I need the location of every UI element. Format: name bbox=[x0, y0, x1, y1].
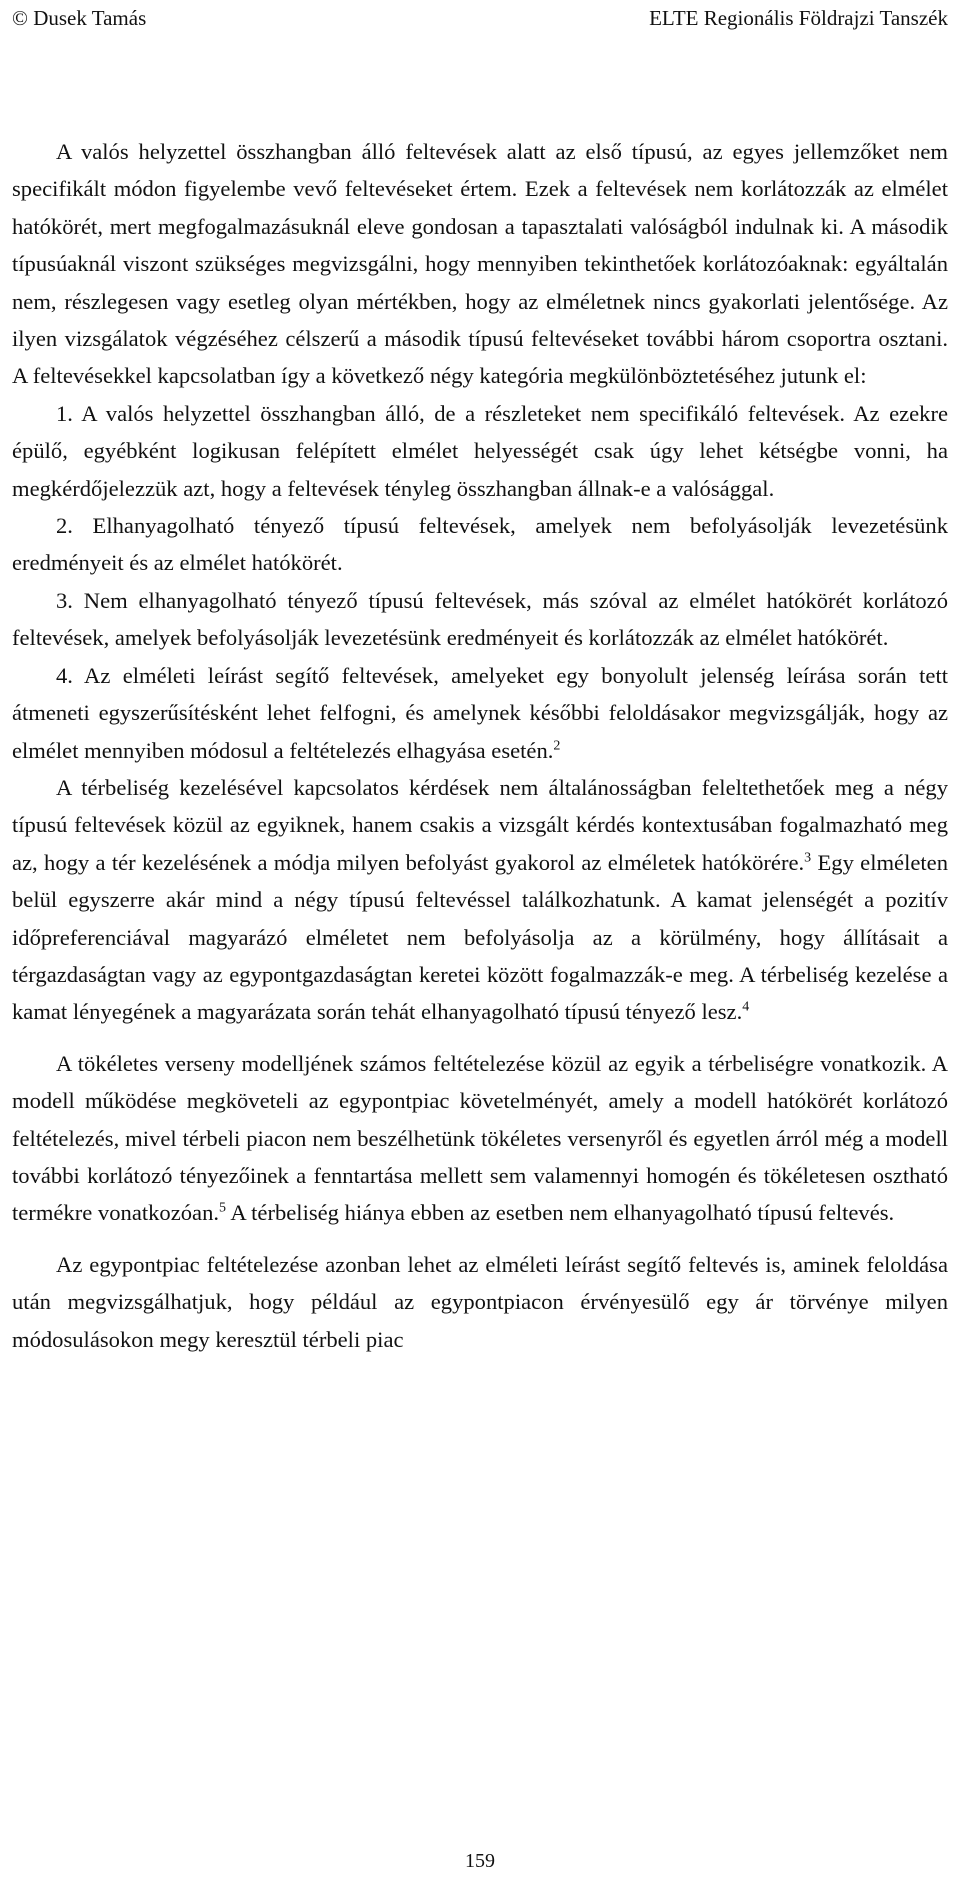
paragraph-single-point-market bbox=[12, 1246, 948, 1358]
list-item-1 bbox=[12, 395, 948, 507]
paragraph-spatiality bbox=[12, 769, 948, 1031]
paragraph-text: 4. Az elméleti leírást segítő feltevések, amelyeket egy bonyolult jelenség leírása során tett átmeneti egyszerűsítésként lehet felfogni, és amelynek későbbi feloldásakor megvizsgálják, hogy az elmélet mennyiben módosul a feltételezés elhagyása esetén. bbox=[12, 662, 948, 763]
list-item-2 bbox=[12, 507, 948, 582]
paragraph-text: 3. Nem elhanyagolható tényező típusú feltevések, más szóval az elmélet hatókörét korlátozó feltevések, amelyek befolyásolják levezetésünk eredményeit és korlátozzák az elmélet hatókörét. bbox=[12, 587, 948, 651]
footnote-marker[interactable]: 2 bbox=[553, 737, 561, 753]
paragraph-perfect-competition bbox=[12, 1045, 948, 1232]
body-text bbox=[12, 133, 948, 1358]
paragraph-text: 1. A valós helyzettel összhangban álló, de a részleteket nem specifikáló feltevések. Az ezekre épülő, egyébként logikusan felépített elmélet helyességét csak úgy lehet kétségbe vonni, ha megkérdőjelezzük azt, hogy a feltevések tényleg összhangban állnak-e a valósággal. bbox=[12, 400, 948, 501]
header-department: ELTE Regionális Földrajzi Tanszék bbox=[649, 6, 948, 30]
paragraph-text: 2. Elhanyagolható tényező típusú feltevések, amelyek nem befolyásolják levezetésünk eredményeit és az elmélet hatókörét. bbox=[12, 513, 948, 576]
paragraph-text: A valós helyzettel összhangban álló feltevések alatt az első típusú, az egyes jellemzőket nem specifikált módon figyelembe vevő feltevéseket értem. Ezek a feltevések nem korlátozzák az elmélet hatókörét, mert megfogalmazásuknál eleve gondosan a tapasztalati valóságból indulnak ki. A második típusúaknál viszont szükséges megvizsgálni, hogy mennyiben tekinthetőek korlátozóaknak: egyáltalán nem, részlegesen vagy esetleg olyan mértékben, hogy az elméletnek nincs gyakorlati jelentősége. Az ilyen vizsgálatok végzéséhez célszerű a második típusú feltevéseket további három csoportra osztani. A feltevésekkel kapcsolatban így a következő négy kategória megkülönböztetéséhez jutunk el: bbox=[12, 139, 948, 389]
paragraph-text: Az egypontpiac feltételezése azonban lehet az elméleti leírást segítő feltevés is, aminek feloldása után megvizsgálhatjuk, hogy például az egypontpiacon érvényesülő egy ár törvénye milyen módosulásokon megy keresztül térbeli piac bbox=[12, 1251, 948, 1352]
footnote-marker[interactable]: 4 bbox=[742, 999, 750, 1015]
paragraph-text: A térbeliség hiánya ebben az esetben nem elhanyagolható típusú feltevés. bbox=[226, 1200, 895, 1226]
page-number: 159 bbox=[465, 1850, 495, 1872]
list-item-3 bbox=[12, 582, 948, 657]
header-copyright: © Dusek Tamás bbox=[12, 6, 147, 30]
list-item-4 bbox=[12, 657, 948, 769]
paragraph-text: A térbeliség kezelésével kapcsolatos kérdések nem általánosságban feleltethetőek meg a négy típusú feltevések közül az egyiknek, hanem csakis a vizsgált kérdés kontextusában fogalmazható meg az, hogy a tér kezelésének a módja milyen befolyást gyakorol az elméletek hatókörére. bbox=[12, 774, 948, 875]
footnote-marker[interactable]: 5 bbox=[219, 1200, 227, 1216]
footnote-marker[interactable]: 3 bbox=[804, 850, 812, 866]
paragraph-text: Egy elméleten belül egyszerre akár mind a négy típusú feltevéssel találkozhatunk. A kamat jelenségét a pozitív időpreferenciával magyarázó elméletet nem befolyásolja az a körülmény, hogy állításait a térgazdaságtan vagy az egypontgazdaságtan keretei között fogalmazzák-e meg. A térbeliség kezelése a kamat lényegének a magyarázata során tehát elhanyagolható típusú tényező lesz. bbox=[12, 849, 948, 1025]
page-header bbox=[12, 0, 948, 36]
paragraph-intro bbox=[12, 133, 948, 395]
paragraph-text: A tökéletes verseny modelljének számos feltételezése közül az egyik a térbeliségre vonatkozik. A modell működése megköveteli az egypontpiac követelményét, amely a modell hatókörét korlátozó feltételezés, mivel térbeli piacon nem beszélhetünk tökéletes versenyről és egyetlen árról még a modell további korlátozó tényezőinek a fenntartása mellett sem valamennyi homogén és tökéletesen osztható termékre vonatkozóan. bbox=[12, 1050, 948, 1226]
